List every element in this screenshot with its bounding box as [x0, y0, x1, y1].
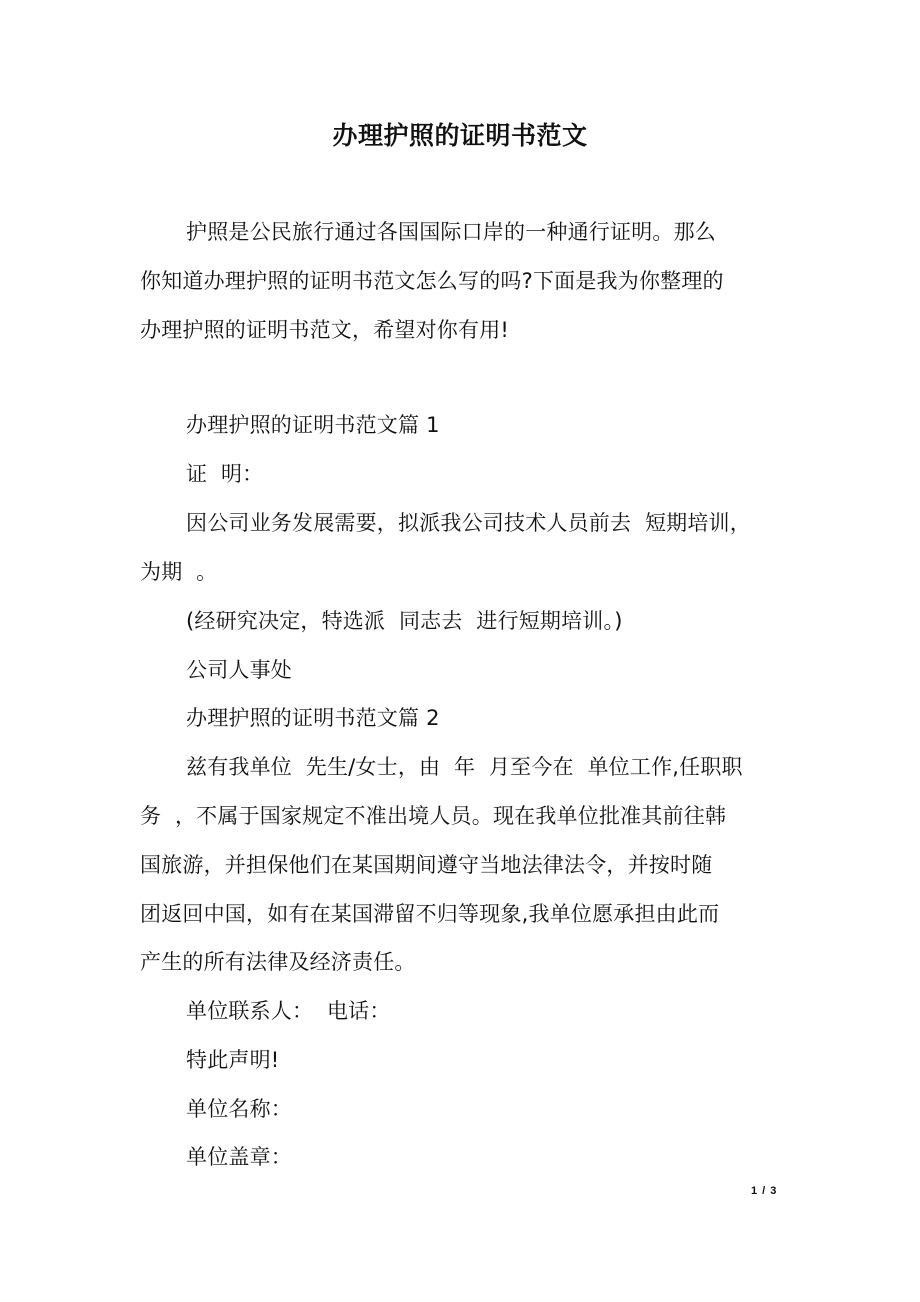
unit-name-line: 单位名称： [186, 1097, 292, 1121]
paragraph-line: 为期 。 [140, 560, 218, 584]
paragraph-line: 因公司业务发展需要，拟派我公司技术人员前去 短期培训， [186, 511, 751, 535]
page-number: 1 / 3 [751, 1185, 778, 1197]
document-title: 办理护照的证明书范文 [332, 121, 588, 150]
intro-line-3: 办理护照的证明书范文，希望对你有用! [140, 318, 510, 342]
paragraph-line: 兹有我单位 先生/女士，由 年 月至今在 单位工作,任职职 [186, 755, 743, 779]
contact-line: 单位联系人： 电话： [186, 999, 391, 1023]
paragraph-line: (经研究决定，特选派 同志去 进行短期培训。) [186, 609, 623, 633]
certificate-label: 证 明： [186, 462, 264, 486]
signature-department: 公司人事处 [186, 658, 292, 682]
intro-line-2: 你知道办理护照的证明书范文怎么写的吗?下面是我为你整理的 [140, 269, 724, 293]
unit-seal-line: 单位盖章： [186, 1145, 292, 1169]
section-heading-2: 办理护照的证明书范文篇 2 [186, 706, 440, 730]
paragraph-line: 国旅游，并担保他们在某国期间遵守当地法律法令，并按时随 [140, 853, 713, 877]
paragraph-line: 产生的所有法律及经济责任。 [140, 950, 416, 974]
paragraph-line: 务 ，不属于国家规定不准出境人员。现在我单位批准其前往韩 [140, 804, 727, 828]
declaration-line: 特此声明! [186, 1048, 280, 1072]
section-heading-1: 办理护照的证明书范文篇 1 [186, 413, 440, 437]
paragraph-line: 团返回中国，如有在某国滞留不归等现象,我单位愿承担由此而 [140, 902, 720, 926]
intro-line-1: 护照是公民旅行通过各国国际口岸的一种通行证明。那么 [186, 220, 716, 244]
